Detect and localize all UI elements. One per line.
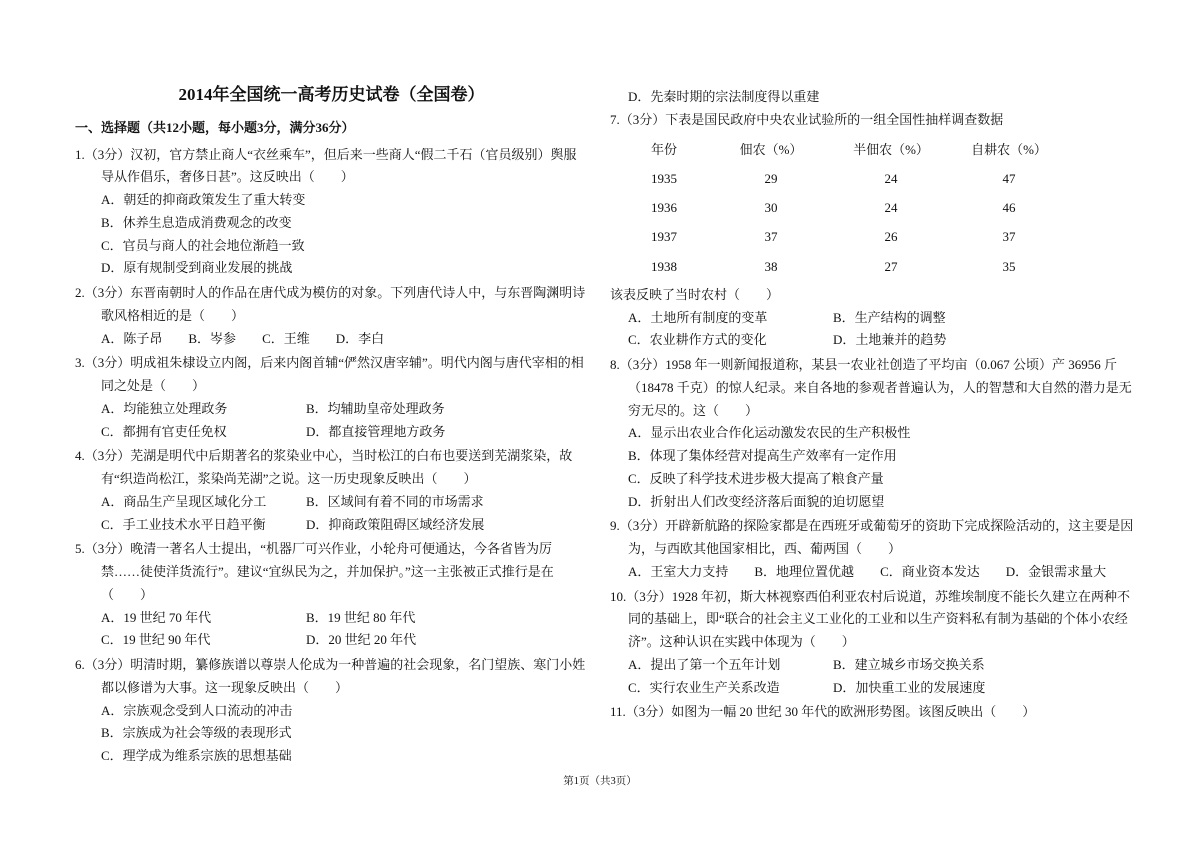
question-4 bbox=[75, 445, 588, 536]
question-2 bbox=[75, 282, 588, 350]
question-option-continuation: D．先秦时期的宗法制度得以重建 bbox=[628, 89, 820, 104]
question-10 bbox=[610, 586, 1142, 700]
question-10-option-B: B．建立城乡市场交换关系 bbox=[833, 656, 985, 672]
question-1-option-B: B．休养生息造成消费观念的改变 bbox=[101, 214, 292, 230]
page-title: 2014年全国统一高考历史试卷（全国卷） bbox=[178, 85, 485, 104]
question-9-option-A: A．王室大力支持 bbox=[628, 563, 729, 579]
page-footer: 第1页（共3页） bbox=[563, 775, 637, 787]
question-11-stem: 11.（3分）如图为一幅 20 世纪 30 年代的欧洲形势图。该图反映出（ ） bbox=[610, 704, 1036, 720]
question-8-option-D: D．折射出人们改变经济落后面貌的迫切愿望 bbox=[628, 493, 885, 509]
question-10-option-D: D．加快重工业的发展速度 bbox=[833, 679, 986, 695]
question-9-options bbox=[610, 561, 1142, 584]
question-5 bbox=[75, 538, 588, 652]
left-column bbox=[75, 84, 588, 770]
question-5-option-A: A．19 世纪 70 年代 bbox=[101, 609, 212, 625]
question-2-stem: 2.（3分）东晋南朝时人的作品在唐代成为模仿的对象。下列唐代诗人中，与东晋陶渊明诗歌风格相近的是（ ） bbox=[75, 285, 586, 323]
table-data-row bbox=[618, 252, 1142, 281]
question-10-options bbox=[610, 654, 1142, 700]
question-2-option-C: C．王维 bbox=[262, 330, 310, 346]
table-header-cell: 自耕农（%） bbox=[971, 141, 1047, 157]
table-data-row bbox=[618, 193, 1142, 222]
question-2-option-B: B．岑参 bbox=[188, 330, 237, 346]
question-7-option-C: C．农业耕作方式的变化 bbox=[628, 332, 767, 348]
question-5-stem: 5.（3分）晚清一著名人士提出，“机器厂可兴作业，小轮舟可便通达，今各省皆为厉禁……徒使洋货流行”。建议“宜纵民为之，并加保护。”这一主张被正式推行是在（ ） bbox=[75, 541, 554, 602]
table-header-row bbox=[618, 135, 1142, 164]
table-cell: 1935 bbox=[651, 170, 677, 186]
question-4-option-C: C．手工业技术水平日趋平衡 bbox=[101, 516, 266, 532]
table-cell: 37 bbox=[764, 229, 778, 245]
question-1-option-A: A．朝廷的抑商政策发生了重大转变 bbox=[101, 192, 306, 208]
table-header-cell: 半佃农（%） bbox=[853, 141, 929, 157]
question-2-option-A: A．陈子昂 bbox=[101, 330, 163, 346]
question-1-option-D: D．原有规制受到商业发展的挑战 bbox=[101, 260, 293, 276]
question-9 bbox=[610, 515, 1142, 583]
left-questions-container bbox=[75, 144, 588, 768]
question-4-option-B: B．区域间有着不同的市场需求 bbox=[306, 493, 484, 509]
table-cell: 24 bbox=[884, 170, 898, 186]
question-10-option-C: C．实行农业生产关系改造 bbox=[628, 679, 780, 695]
table-cell: 37 bbox=[1002, 229, 1016, 245]
table-data-row bbox=[618, 164, 1142, 193]
question-5-option-B: B．19 世纪 80 年代 bbox=[306, 609, 416, 625]
question-2-options bbox=[75, 328, 588, 351]
table-cell: 1937 bbox=[651, 229, 677, 245]
survey-data-table bbox=[618, 135, 1142, 281]
question-9-option-D: D．金银需求量大 bbox=[1005, 563, 1107, 579]
question-10-option-A: A．提出了第一个五年计划 bbox=[628, 656, 781, 672]
table-cell: 1936 bbox=[651, 200, 677, 215]
question-8-option-B: B．体现了集体经营对提高生产效率有一定作用 bbox=[628, 448, 897, 463]
question-7-post-stem: 该表反映了当时农村（ ） bbox=[610, 286, 780, 302]
section-header: 一、选择题（共12小题，每小题3分，满分36分） bbox=[75, 119, 355, 135]
question-6 bbox=[75, 654, 588, 768]
table-cell: 35 bbox=[1002, 258, 1016, 274]
question-4-option-A: A．商品生产呈现区域化分工 bbox=[101, 493, 267, 509]
question-8-option-C: C．反映了科学技术进步极大提高了粮食产量 bbox=[628, 470, 884, 486]
question-3-option-C: C．都拥有官吏任免权 bbox=[101, 423, 227, 439]
question-8-options bbox=[610, 422, 1142, 513]
question-1 bbox=[75, 144, 588, 281]
question-1-options bbox=[75, 189, 588, 280]
question-6-stem: 6.（3分）明清时期，纂修族谱以尊崇人伦成为一种普遍的社会现象，名门望族、寒门小姓都以修谱为大事。这一现象反映出（ ） bbox=[75, 657, 586, 695]
question-5-option-C: C．19 世纪 90 年代 bbox=[101, 632, 211, 648]
question-6-option-A: A．宗族观念受到人口流动的冲击 bbox=[101, 702, 293, 718]
question-9-option-B: B．地理位置优越 bbox=[754, 563, 855, 579]
question-3-option-D: D．都直接管理地方政务 bbox=[306, 423, 446, 439]
question-8-option-A: A．显示出农业合作化运动激发农民的生产积极性 bbox=[628, 425, 911, 441]
table-data-row bbox=[618, 222, 1142, 251]
question-2-option-D: D．李白 bbox=[335, 330, 385, 346]
question-7-option-A: A．土地所有制度的变革 bbox=[628, 309, 768, 325]
table-cell: 24 bbox=[884, 200, 898, 215]
question-4-stem: 4.（3分）芜湖是明代中后期著名的浆染业中心，当时松江的白布也要送到芜湖浆染，故有“织造尚松江，浆染尚芜湖”之说。这一历史现象反映出（ ） bbox=[75, 448, 573, 487]
right-questions-container bbox=[610, 86, 1142, 724]
question-3 bbox=[75, 352, 588, 443]
question-5-options bbox=[75, 607, 588, 653]
question-3-options bbox=[75, 398, 588, 444]
table-cell: 26 bbox=[884, 229, 898, 245]
table-cell: 38 bbox=[764, 258, 778, 274]
question-1-stem: 1.（3分）汉初，官方禁止商人“衣丝乘车”，但后来一些商人“假二千石（官员级别）舆服导从作倡乐，奢侈日甚”。这反映出（ ） bbox=[75, 146, 577, 185]
table-cell: 30 bbox=[764, 200, 778, 215]
question-7-option-D: D．土地兼并的趋势 bbox=[833, 332, 947, 348]
table-header-cell: 年份 bbox=[650, 141, 677, 157]
question-11 bbox=[610, 701, 1142, 724]
table-header-cell: 佃农（%） bbox=[739, 141, 803, 157]
question-10-stem: 10.（3分）1928 年初，斯大林视察西伯利亚农村后说道，苏维埃制度不能长久建立在两种不同的基础上，即“联合的社会主义工业化的工业和以生产资料私有制为基础的个体小农经济”。这种认识在实践中体现为（ ） bbox=[610, 588, 1131, 649]
table-cell: 29 bbox=[764, 170, 778, 186]
question-8-stem: 8.（3分）1958 年一则新闻报道称，某县一农业社创造了平均亩（0.067 公顷）产 36956 斤（18478 千克）的惊人纪录。来自各地的参观者普遍认为，人的智慧和大自然的潜力是无穷无尽的。这（ ） bbox=[610, 357, 1132, 418]
question-3-option-A: A．均能独立处理政务 bbox=[101, 400, 228, 416]
question-6-options bbox=[75, 700, 588, 768]
question-4-option-D: D．抑商政策阻碍区域经济发展 bbox=[306, 516, 485, 532]
question-8 bbox=[610, 354, 1142, 513]
question-7-options bbox=[610, 307, 1142, 353]
table-cell: 46 bbox=[1002, 200, 1016, 215]
question-6-option-C: C．理学成为维系宗族的思想基础 bbox=[101, 748, 292, 764]
question-5-option-D: D．20 世纪 20 年代 bbox=[306, 632, 417, 648]
question-9-option-C: C．商业资本发达 bbox=[880, 563, 980, 579]
question-7 bbox=[610, 109, 1142, 352]
table-cell: 1938 bbox=[651, 258, 677, 274]
right-column bbox=[610, 86, 1142, 726]
question-1-option-C: C．官员与商人的社会地位渐趋一致 bbox=[101, 237, 305, 253]
question-7-stem: 7.（3分）下表是国民政府中央农业试验所的一组全国性抽样调查数据 bbox=[610, 111, 1004, 127]
question-6-option-B: B．宗族成为社会等级的表现形式 bbox=[101, 725, 292, 741]
question-7-option-B: B．生产结构的调整 bbox=[833, 309, 946, 325]
table-cell: 47 bbox=[1002, 170, 1016, 186]
question-4-options bbox=[75, 491, 588, 537]
table-cell: 27 bbox=[884, 258, 898, 274]
question-3-stem: 3.（3分）明成祖朱棣设立内阁，后来内阁首辅“俨然汉唐宰辅”。明代内阁与唐代宰相的相同之处是（ ） bbox=[75, 355, 584, 394]
question-3-option-B: B．均辅助皇帝处理政务 bbox=[306, 400, 445, 416]
question-9-stem: 9.（3分）开辟新航路的探险家都是在西班牙或葡萄牙的资助下完成探险活动的，这主要是因为，与西欧其他国家相比，西、葡两国（ ） bbox=[610, 518, 1134, 556]
